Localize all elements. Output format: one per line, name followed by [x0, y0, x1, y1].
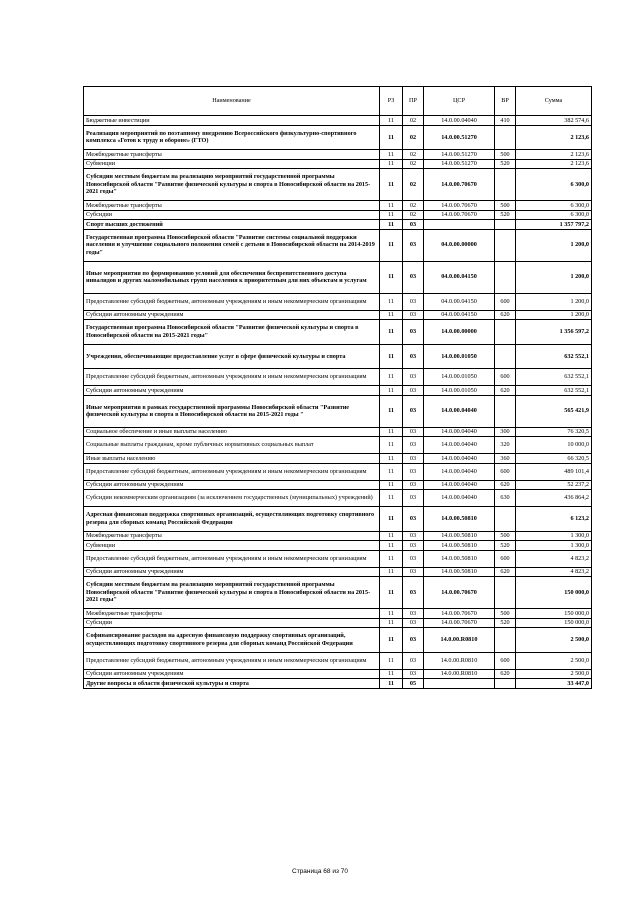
- cell-sum: 66 320,5: [516, 454, 592, 464]
- cell-sum: 632 552,1: [516, 344, 592, 369]
- cell-sum: 1 356 597,2: [516, 320, 592, 345]
- cell-rz: 11: [380, 229, 403, 261]
- cell-rz: 11: [380, 169, 403, 201]
- table-row: [84, 507, 592, 532]
- cell-vr: 630: [495, 490, 516, 507]
- cell-rz: 11: [380, 116, 403, 126]
- cell-pr: 03: [403, 320, 424, 345]
- cell-sum: 52 237,2: [516, 480, 592, 490]
- cell-rz: 11: [380, 344, 403, 369]
- header-rz: РЗ: [380, 87, 403, 116]
- table-row: [84, 261, 592, 293]
- table-row: [84, 169, 592, 201]
- table-body: [84, 116, 592, 689]
- cell-csr: 14.0.00.50810: [424, 550, 495, 567]
- cell-pr: 03: [403, 550, 424, 567]
- table-row: [84, 116, 592, 126]
- cell-csr: 14.0.00.04040: [424, 490, 495, 507]
- cell-pr: 03: [403, 369, 424, 386]
- cell-name: Межбюджетные трансферты: [84, 150, 380, 160]
- cell-csr: 14.0.00.04040: [424, 437, 495, 454]
- table-row: [84, 310, 592, 320]
- cell-rz: 11: [380, 261, 403, 293]
- cell-name: Адресная финансовая поддержка спортивных организаций, осуществляющих подготовку спортивного резерва для сборных команд Российской Федерации: [84, 507, 380, 532]
- cell-sum: 565 421,9: [516, 395, 592, 427]
- table-row: [84, 541, 592, 551]
- cell-rz: 11: [380, 159, 403, 169]
- cell-vr: [495, 679, 516, 689]
- table-row: [84, 550, 592, 567]
- cell-csr: 14.0.00.04040: [424, 480, 495, 490]
- table-row: [84, 229, 592, 261]
- cell-sum: 436 864,2: [516, 490, 592, 507]
- cell-name: Бюджетные инвестиции: [84, 116, 380, 126]
- cell-rz: 11: [380, 567, 403, 577]
- cell-rz: 11: [380, 463, 403, 480]
- cell-name: Субвенции: [84, 159, 380, 169]
- cell-csr: 14.0.00.51270: [424, 125, 495, 150]
- cell-name: Другие вопросы в области физической культуры и спорта: [84, 679, 380, 689]
- cell-pr: 03: [403, 567, 424, 577]
- cell-name: Субсидии автономным учреждениям: [84, 480, 380, 490]
- cell-name: Спорт высших достижений: [84, 220, 380, 230]
- cell-pr: 03: [403, 669, 424, 679]
- cell-csr: 14.0.00.70670: [424, 201, 495, 211]
- table-row: [84, 669, 592, 679]
- cell-rz: 11: [380, 201, 403, 211]
- cell-csr: 14.0.00.01050: [424, 369, 495, 386]
- cell-sum: 2 123,6: [516, 150, 592, 160]
- cell-name: Субсидии некоммерческим организациям (за исключением государственных (муниципальных) учреждений): [84, 490, 380, 507]
- cell-rz: 11: [380, 310, 403, 320]
- cell-sum: 4 823,2: [516, 550, 592, 567]
- table-row: [84, 567, 592, 577]
- table-row: [84, 386, 592, 396]
- header-name: Наименование: [84, 87, 380, 116]
- cell-csr: 04.0.00.04150: [424, 310, 495, 320]
- cell-sum: 6 300,0: [516, 210, 592, 220]
- cell-vr: 600: [495, 463, 516, 480]
- cell-csr: 14.0.00.R0810: [424, 652, 495, 669]
- cell-name: Предоставление субсидий бюджетным, автономным учреждениям и иным некоммерческим организациям: [84, 369, 380, 386]
- table-row: [84, 210, 592, 220]
- cell-name: Субсидии автономным учреждениям: [84, 310, 380, 320]
- cell-sum: 1 300,0: [516, 541, 592, 551]
- cell-name: Иные мероприятия в рамках государственной программы Новосибирской области "Развитие физической культуры и спорта в Новосибирской области на 2015-2021 годы ": [84, 395, 380, 427]
- cell-vr: [495, 229, 516, 261]
- cell-csr: 14.0.00.R0810: [424, 628, 495, 653]
- cell-csr: 14.0.00.50810: [424, 567, 495, 577]
- cell-pr: 03: [403, 652, 424, 669]
- cell-name: Софинансирование расходов на адресную финансовую поддержку спортивных организаций, осуществляющих подготовку спортивного резерва для сборных команд Российской Федерации: [84, 628, 380, 653]
- header-sum: Сумма: [516, 87, 592, 116]
- cell-rz: 11: [380, 386, 403, 396]
- cell-csr: 14.0.00.70670: [424, 609, 495, 619]
- cell-rz: 11: [380, 490, 403, 507]
- budget-table: [83, 86, 592, 689]
- cell-pr: 03: [403, 609, 424, 619]
- cell-rz: 11: [380, 577, 403, 609]
- cell-name: Предоставление субсидий бюджетным, автономным учреждениям и иным некоммерческим организациям: [84, 463, 380, 480]
- table-header-row: [84, 87, 592, 116]
- cell-name: Межбюджетные трансферты: [84, 531, 380, 541]
- cell-vr: 620: [495, 567, 516, 577]
- cell-vr: 600: [495, 550, 516, 567]
- table-row: [84, 609, 592, 619]
- cell-pr: 03: [403, 480, 424, 490]
- cell-pr: 02: [403, 169, 424, 201]
- cell-sum: 1 200,0: [516, 310, 592, 320]
- cell-csr: 14.0.00.50810: [424, 531, 495, 541]
- cell-vr: [495, 125, 516, 150]
- cell-sum: 2 500,0: [516, 669, 592, 679]
- header-vr: ВР: [495, 87, 516, 116]
- cell-csr: 14.0.00.70670: [424, 169, 495, 201]
- page-footer: Страница 68 из 70: [292, 868, 348, 875]
- cell-pr: 03: [403, 628, 424, 653]
- cell-sum: 150 000,0: [516, 618, 592, 628]
- cell-pr: 02: [403, 201, 424, 211]
- cell-sum: 6 300,0: [516, 201, 592, 211]
- cell-vr: [495, 395, 516, 427]
- table-row: [84, 454, 592, 464]
- cell-sum: 2 123,6: [516, 159, 592, 169]
- cell-csr: 14.0.00.04040: [424, 116, 495, 126]
- cell-name: Субсидии автономным учреждениям: [84, 386, 380, 396]
- table-row: [84, 220, 592, 230]
- cell-rz: 11: [380, 150, 403, 160]
- cell-csr: 14.0.00.04040: [424, 463, 495, 480]
- cell-vr: [495, 577, 516, 609]
- cell-sum: 33 447,0: [516, 679, 592, 689]
- cell-sum: 150 000,0: [516, 577, 592, 609]
- cell-name: Иные выплаты населению: [84, 454, 380, 464]
- cell-csr: 14.0.00.51270: [424, 150, 495, 160]
- cell-name: Субсидии автономным учреждениям: [84, 567, 380, 577]
- table-row: [84, 427, 592, 437]
- cell-pr: 03: [403, 437, 424, 454]
- cell-name: Социальное обеспечение и иные выплаты населению: [84, 427, 380, 437]
- cell-rz: 11: [380, 395, 403, 427]
- table-row: [84, 463, 592, 480]
- table-row: [84, 320, 592, 345]
- cell-name: Предоставление субсидий бюджетным, автономным учреждениям и иным некоммерческим организациям: [84, 652, 380, 669]
- cell-csr: 14.0.00.04040: [424, 395, 495, 427]
- cell-pr: 03: [403, 310, 424, 320]
- cell-pr: 02: [403, 116, 424, 126]
- cell-name: Субсидии местным бюджетам на реализацию мероприятий государственной программы Новосибирской области "Развитие физической культуры и спорта в Новосибирской области на 2015-2021 годы": [84, 169, 380, 201]
- table-row: [84, 628, 592, 653]
- cell-vr: [495, 507, 516, 532]
- cell-sum: 6 123,2: [516, 507, 592, 532]
- table-row: [84, 577, 592, 609]
- cell-rz: 11: [380, 531, 403, 541]
- table-row: [84, 490, 592, 507]
- cell-vr: 500: [495, 150, 516, 160]
- cell-rz: 11: [380, 220, 403, 230]
- cell-rz: 11: [380, 669, 403, 679]
- table-row: [84, 125, 592, 150]
- cell-pr: 03: [403, 454, 424, 464]
- cell-pr: 03: [403, 507, 424, 532]
- table-row: [84, 201, 592, 211]
- cell-csr: 14.0.00.70670: [424, 618, 495, 628]
- cell-csr: 14.0.00.04040: [424, 427, 495, 437]
- cell-pr: 02: [403, 150, 424, 160]
- cell-sum: 632 552,1: [516, 386, 592, 396]
- cell-name: Реализация мероприятий по поэтапному внедрению Всероссийского физкультурно-спортивного комплекса «Готов к труду и обороне» (ГТО): [84, 125, 380, 150]
- cell-rz: 11: [380, 369, 403, 386]
- cell-pr: 03: [403, 229, 424, 261]
- cell-pr: 03: [403, 395, 424, 427]
- cell-pr: 03: [403, 261, 424, 293]
- cell-vr: 360: [495, 454, 516, 464]
- table-row: [84, 369, 592, 386]
- cell-csr: 14.0.00.01050: [424, 344, 495, 369]
- cell-rz: 11: [380, 437, 403, 454]
- cell-csr: 14.0.00.R0810: [424, 669, 495, 679]
- cell-csr: 14.0.00.70670: [424, 210, 495, 220]
- cell-vr: [495, 220, 516, 230]
- cell-csr: 04.0.00.04150: [424, 293, 495, 310]
- table-row: [84, 395, 592, 427]
- cell-vr: 320: [495, 437, 516, 454]
- header-pr: ПР: [403, 87, 424, 116]
- cell-name: Субсидии: [84, 210, 380, 220]
- cell-rz: 11: [380, 550, 403, 567]
- cell-name: Субсидии местным бюджетам на реализацию мероприятий государственной программы Новосибирской области "Развитие физической культуры и спорта в Новосибирской области на 2015-2021 годы": [84, 577, 380, 609]
- cell-pr: 03: [403, 463, 424, 480]
- cell-sum: 2 500,0: [516, 628, 592, 653]
- cell-pr: 03: [403, 427, 424, 437]
- cell-sum: 76 320,5: [516, 427, 592, 437]
- cell-vr: 520: [495, 210, 516, 220]
- cell-vr: 500: [495, 531, 516, 541]
- cell-vr: 620: [495, 386, 516, 396]
- cell-vr: 520: [495, 541, 516, 551]
- cell-name: Иные мероприятия по формированию условий для обеспечения беспрепятственного доступа инвалидов и других маломобильных групп населения к приоритетным для них объектам и услугам: [84, 261, 380, 293]
- cell-sum: 382 574,6: [516, 116, 592, 126]
- cell-sum: 1 200,0: [516, 229, 592, 261]
- cell-sum: 1 357 797,2: [516, 220, 592, 230]
- table-row: [84, 531, 592, 541]
- cell-csr: 14.0.00.04040: [424, 454, 495, 464]
- cell-csr: 04.0.00.00000: [424, 229, 495, 261]
- cell-name: Государственная программа Новосибирской области "Развитие системы социальной поддержки населения и улучшение социального положения семей с детьми в Новосибирской области на 2014-2019 годы": [84, 229, 380, 261]
- cell-pr: 03: [403, 490, 424, 507]
- cell-pr: 03: [403, 293, 424, 310]
- cell-pr: 03: [403, 220, 424, 230]
- cell-name: Межбюджетные трансферты: [84, 609, 380, 619]
- cell-sum: 1 200,0: [516, 293, 592, 310]
- cell-csr: 14.0.00.51270: [424, 159, 495, 169]
- cell-name: Субсидии автономным учреждениям: [84, 669, 380, 679]
- cell-vr: [495, 169, 516, 201]
- cell-rz: 11: [380, 480, 403, 490]
- cell-pr: 03: [403, 386, 424, 396]
- cell-name: Межбюджетные трансферты: [84, 201, 380, 211]
- cell-rz: 11: [380, 618, 403, 628]
- cell-csr: 14.0.00.50810: [424, 507, 495, 532]
- cell-pr: 03: [403, 577, 424, 609]
- cell-csr: 14.0.00.01050: [424, 386, 495, 396]
- header-csr: ЦСР: [424, 87, 495, 116]
- table-row: [84, 159, 592, 169]
- table-row: [84, 344, 592, 369]
- cell-pr: 02: [403, 125, 424, 150]
- cell-vr: [495, 320, 516, 345]
- cell-vr: 620: [495, 480, 516, 490]
- cell-name: Субсидии: [84, 618, 380, 628]
- cell-rz: 11: [380, 507, 403, 532]
- cell-rz: 11: [380, 427, 403, 437]
- cell-vr: 520: [495, 159, 516, 169]
- cell-name: Учреждения, обеспечивающие предоставление услуг в сфере физической культуры и спорта: [84, 344, 380, 369]
- cell-csr: [424, 679, 495, 689]
- cell-vr: [495, 344, 516, 369]
- cell-name: Предоставление субсидий бюджетным, автономным учреждениям и иным некоммерческим организациям: [84, 550, 380, 567]
- cell-sum: 10 000,0: [516, 437, 592, 454]
- cell-csr: [424, 220, 495, 230]
- cell-vr: 410: [495, 116, 516, 126]
- cell-rz: 11: [380, 609, 403, 619]
- cell-csr: 14.0.00.70670: [424, 577, 495, 609]
- cell-vr: 300: [495, 427, 516, 437]
- cell-sum: 489 101,4: [516, 463, 592, 480]
- cell-vr: [495, 261, 516, 293]
- table-row: [84, 679, 592, 689]
- cell-pr: 02: [403, 210, 424, 220]
- cell-vr: 620: [495, 669, 516, 679]
- cell-vr: 620: [495, 310, 516, 320]
- cell-pr: 03: [403, 541, 424, 551]
- cell-rz: 11: [380, 320, 403, 345]
- cell-pr: 03: [403, 618, 424, 628]
- cell-vr: 600: [495, 293, 516, 310]
- cell-csr: 14.0.00.50810: [424, 541, 495, 551]
- cell-sum: 632 552,1: [516, 369, 592, 386]
- cell-pr: 03: [403, 531, 424, 541]
- cell-vr: 600: [495, 369, 516, 386]
- cell-rz: 11: [380, 541, 403, 551]
- cell-pr: 05: [403, 679, 424, 689]
- cell-sum: 2 123,6: [516, 125, 592, 150]
- cell-name: Государственная программа Новосибирской области "Развитие физической культуры и спорта в Новосибирской области на 2015-2021 годы": [84, 320, 380, 345]
- cell-rz: 11: [380, 125, 403, 150]
- cell-csr: 14.0.00.00000: [424, 320, 495, 345]
- cell-rz: 11: [380, 628, 403, 653]
- cell-vr: 500: [495, 201, 516, 211]
- cell-name: Социальные выплаты гражданам, кроме публичных нормативных социальных выплат: [84, 437, 380, 454]
- cell-sum: 4 823,2: [516, 567, 592, 577]
- cell-csr: 04.0.00.04150: [424, 261, 495, 293]
- cell-vr: 600: [495, 652, 516, 669]
- cell-name: Предоставление субсидий бюджетным, автономным учреждениям и иным некоммерческим организациям: [84, 293, 380, 310]
- cell-pr: 03: [403, 344, 424, 369]
- cell-sum: 6 300,0: [516, 169, 592, 201]
- table-row: [84, 293, 592, 310]
- cell-sum: 1 200,0: [516, 261, 592, 293]
- cell-vr: [495, 628, 516, 653]
- cell-rz: 11: [380, 652, 403, 669]
- cell-rz: 11: [380, 679, 403, 689]
- cell-vr: 520: [495, 618, 516, 628]
- table-row: [84, 150, 592, 160]
- table-row: [84, 618, 592, 628]
- cell-rz: 11: [380, 210, 403, 220]
- cell-name: Субвенции: [84, 541, 380, 551]
- table-row: [84, 437, 592, 454]
- cell-rz: 11: [380, 454, 403, 464]
- cell-sum: 150 000,0: [516, 609, 592, 619]
- table-row: [84, 652, 592, 669]
- cell-rz: 11: [380, 293, 403, 310]
- cell-sum: 1 300,0: [516, 531, 592, 541]
- table-row: [84, 480, 592, 490]
- cell-sum: 2 500,0: [516, 652, 592, 669]
- cell-vr: 500: [495, 609, 516, 619]
- cell-pr: 02: [403, 159, 424, 169]
